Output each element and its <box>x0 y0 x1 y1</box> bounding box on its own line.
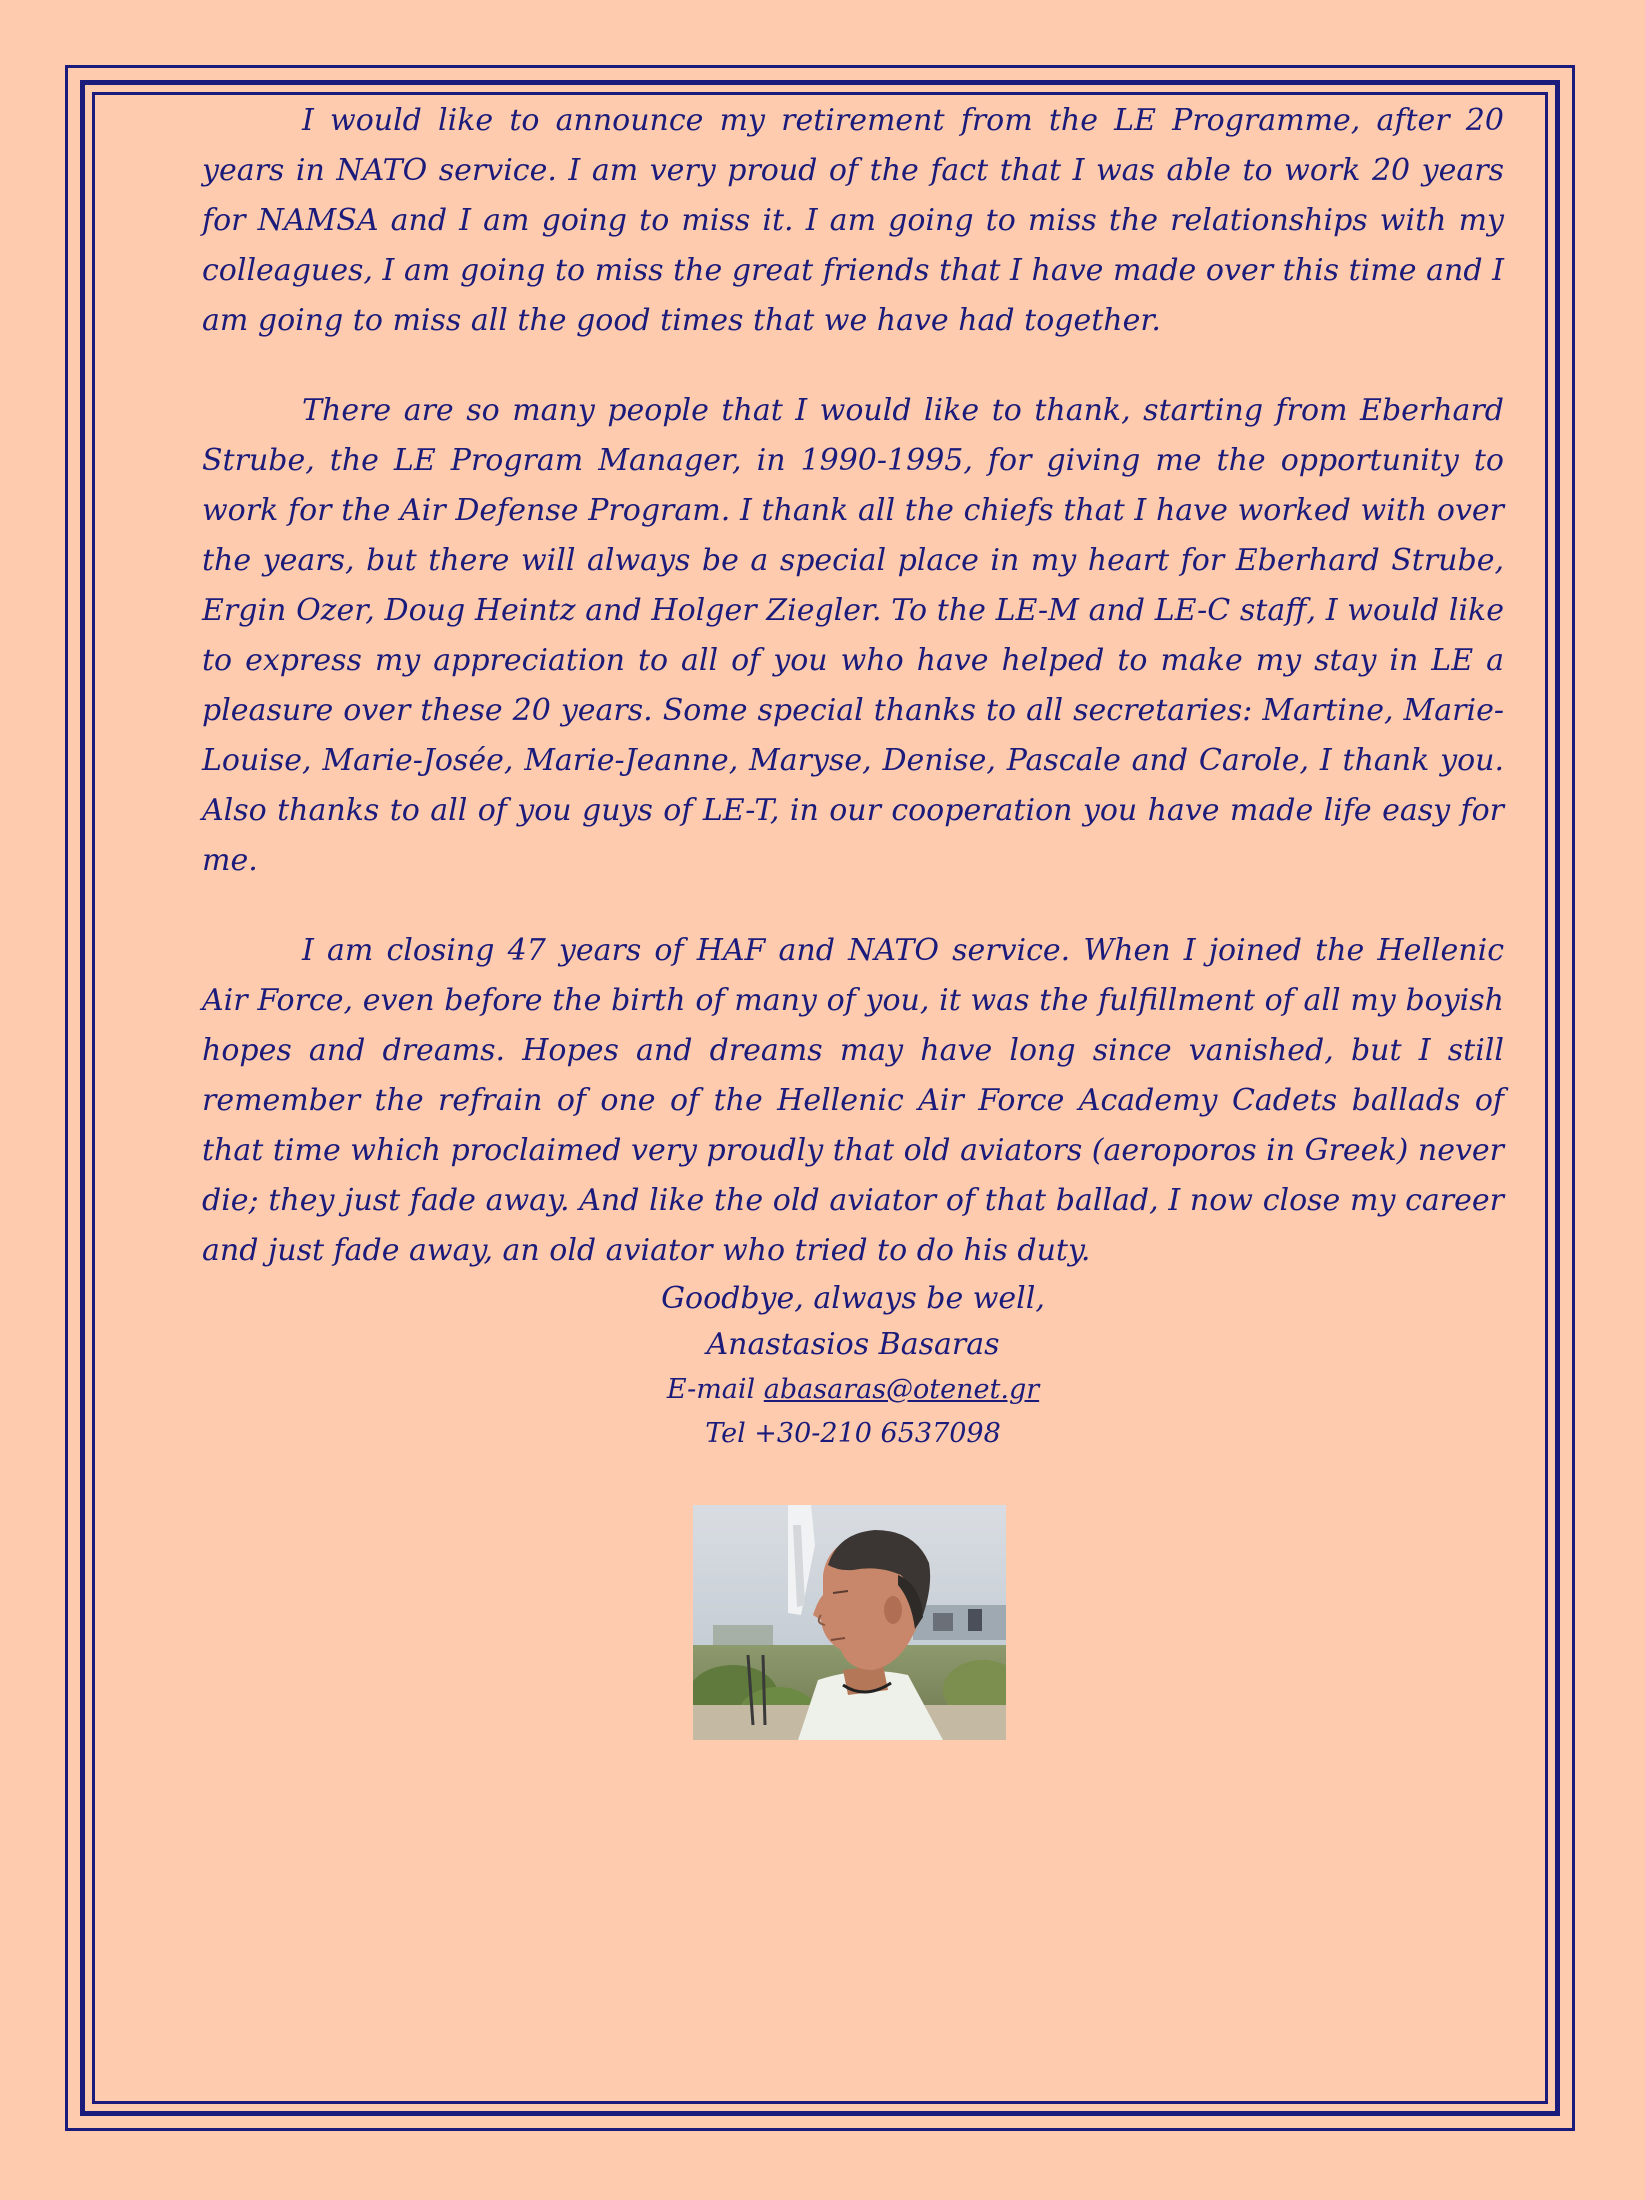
email-link[interactable]: abasaras@otenet.gr <box>763 1374 1040 1405</box>
signature-name: Anastasios Basaras <box>706 1327 1000 1362</box>
email-line <box>202 1368 1504 1412</box>
paragraph-thanks: There are so many people that I would like to thank, starting from Eberhard Strube, the LE Program Manager, in 1990-1995, for giving me the opportunity to work for the Air Defense Program. I thank all the chiefs that I have worked with over the years, but there will always be a special place in my heart for Eberhard Strube, Ergin Ozer, Doug Heintz and Holger Ziegler. To the LE-M and LE-C staff, I would like to express my appreciation to all of you who have helped to make my stay in LE a pleasure over these 20 years. Some special thanks to all secretaries: Martine, Marie-Louise, Marie-Josée, Marie-Jeanne, Maryse, Denise, Pascale and Carole, I thank you. Also thanks to all of you guys of LE-T, in our cooperation you have made life easy for me. <box>202 393 1504 878</box>
email-label: E-mail <box>666 1374 756 1405</box>
paragraph-career: I am closing 47 years of HAF and NATO service. When I joined the Hellenic Air Force, even before the birth of many of you, it was the fulfillment of all my boyish hopes and dreams. Hopes and dreams may have long since vanished, but I still remember the refrain of one of the Hellenic Air Force Academy Cadets ballads of that time which proclaimed very proudly that old aviators (aeroporos in Greek) never die; they just fade away. And like the old aviator of that ballad, I now close my career and just fade away, an old aviator who tried to do his duty. <box>202 933 1504 1268</box>
signature-block <box>202 1276 1504 1456</box>
paragraph-retirement: I would like to announce my retirement from the LE Programme, after 20 years in NATO service. I am very proud of the fact that I was able to work 20 years for NAMSA and I am going to miss it. I am going to miss the relationships with my colleagues, I am going to miss the great friends that I have made over this time and I am going to miss all the good times that we have had together. <box>202 103 1504 338</box>
portrait-photo <box>693 1505 1006 1740</box>
letter-body <box>202 96 1504 1456</box>
closing-line: Goodbye, always be well, <box>661 1281 1045 1316</box>
phone-line: Tel +30-210 6537098 <box>705 1418 1001 1449</box>
